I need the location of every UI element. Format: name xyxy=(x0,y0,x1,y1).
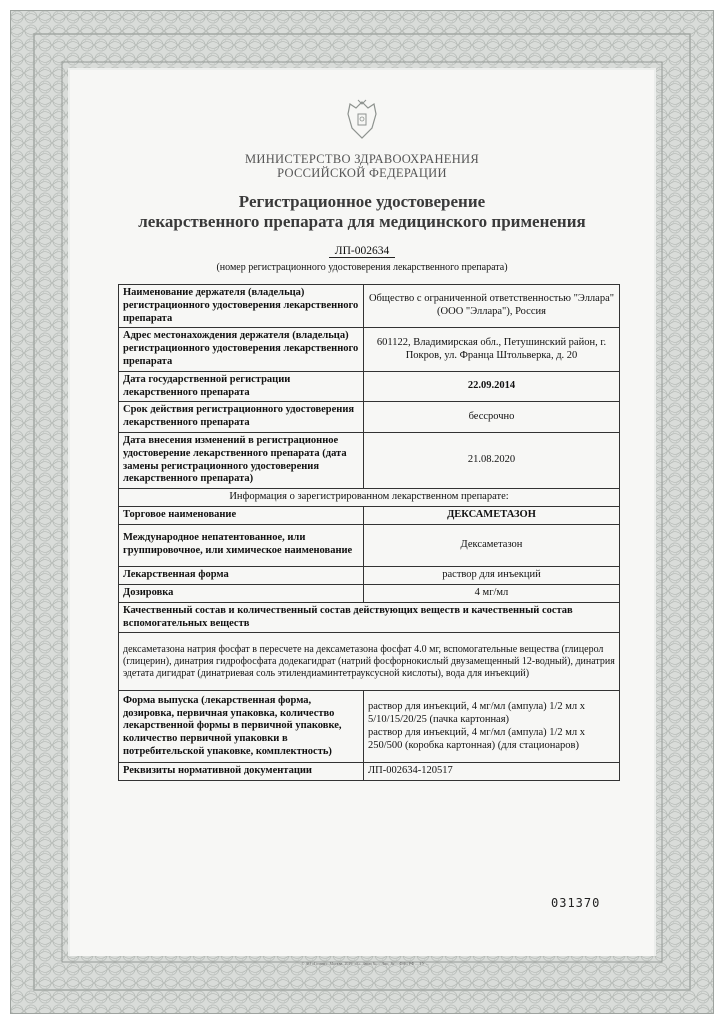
packaging-option-1: раствор для инъекций, 4 мг/мл (ампула) 1/2 мл х 5/10/15/20/25 (пачка картонная) xyxy=(368,701,586,726)
table-row xyxy=(119,402,620,433)
change-date-value: 21.08.2020 xyxy=(364,432,620,488)
table-row xyxy=(119,566,620,584)
reg-date-value: 22.09.2014 xyxy=(364,371,620,402)
validity-value: бессрочно xyxy=(364,402,620,433)
address-label: Адрес местонахождения держателя (владельца) регистрационного удостоверения лекарственного препарата xyxy=(119,328,364,371)
table-row xyxy=(119,489,620,507)
inn-value: Дексаметазон xyxy=(364,524,620,566)
packaging-option-2: раствор для инъекций, 4 мг/мл (ампула) 1/2 мл х 250/500 (коробка картонная) (для стационаров) xyxy=(368,726,586,751)
info-header: Информация о зарегистрированном лекарственном препарате: xyxy=(119,489,620,507)
table-row xyxy=(119,763,620,781)
table-row xyxy=(119,584,620,602)
validity-label: Срок действия регистрационного удостоверения лекарственного препарата xyxy=(119,402,364,433)
inn-label: Международное непатентованное, или группировочное, или химическое наименование xyxy=(119,524,364,566)
coat-of-arms-icon xyxy=(344,98,380,142)
trade-name-label: Торговое наименование xyxy=(119,506,364,524)
ministry-name-line1: МИНИСТЕРСТВО ЗДРАВООХРАНЕНИЯ xyxy=(244,152,480,166)
table-row xyxy=(119,602,620,633)
table-row xyxy=(119,371,620,402)
registration-number-note: (номер регистрационного удостоверения лекарственного препарата) xyxy=(216,262,508,273)
dosage-label: Дозировка xyxy=(119,584,364,602)
table-row xyxy=(119,524,620,566)
printer-footnote: © АО «Гознак», Москва, 2019. «Б». Заказ № ... Лиц. № ... ФНС РФ ... ТУ ... xyxy=(301,961,429,966)
composition-text: дексаметазона натрия фосфат в пересчете на дексаметазона фосфат 4.0 мг, вспомогательные вещества (глицерол (глицерин), динатрия гидрофосфата додекагидрат (натрий фосфорнокислый двузамещенный 12-водный), динатрия эдетата дигидрат (динатриевая соль этилендиаминтетрауксусной кислоты), вода для инъекций) xyxy=(119,633,620,691)
registration-table xyxy=(118,284,620,781)
table-row xyxy=(119,506,620,524)
ministry-name-line2: РОССИЙСКОЙ ФЕДЕРАЦИИ xyxy=(277,166,447,180)
registration-number: ЛП-002634 xyxy=(0,245,724,258)
document-title-line1: Регистрационное удостоверение xyxy=(238,192,486,211)
table-row xyxy=(119,633,620,691)
holder-value: Общество с ограниченной ответственностью "Эллара" (ООО "Эллара"), Россия xyxy=(364,285,620,328)
dosage-value: 4 мг/мл xyxy=(364,584,620,602)
holder-label: Наименование держателя (владельца) регистрационного удостоверения лекарственного препарата xyxy=(119,285,364,328)
table-row xyxy=(119,328,620,371)
form-value: раствор для инъекций xyxy=(364,566,620,584)
reg-date-label: Дата государственной регистрации лекарственного препарата xyxy=(119,371,364,402)
table-row xyxy=(119,691,620,763)
normative-value: ЛП-002634-120517 xyxy=(364,763,620,781)
composition-header: Качественный состав и количественный состав действующих веществ и качественный состав вспомогательных веществ xyxy=(119,602,620,633)
serial-number: 031370 xyxy=(551,896,601,910)
table-row xyxy=(119,432,620,488)
address-value: 601122, Владимирская обл., Петушинский район, г. Покров, ул. Франца Штольверка, д. 20 xyxy=(364,328,620,371)
trade-name-value: ДЕКСАМЕТАЗОН xyxy=(364,506,620,524)
document-title-line2: лекарственного препарата для медицинского применения xyxy=(138,212,586,231)
packaging-label: Форма выпуска (лекарственная форма, дозировка, первичная упаковка, количество лекарственной формы в первичной упаковке, количество первичной упаковки в потребительской упаковке, комплектность) xyxy=(119,691,364,763)
change-date-label: Дата внесения изменений в регистрационное удостоверение лекарственного препарата (дата замены регистрационного удостоверения лекарственного препарата) xyxy=(119,432,364,488)
normative-label: Реквизиты нормативной документации xyxy=(119,763,364,781)
packaging-value xyxy=(364,691,620,763)
table-row xyxy=(119,285,620,328)
form-label: Лекарственная форма xyxy=(119,566,364,584)
